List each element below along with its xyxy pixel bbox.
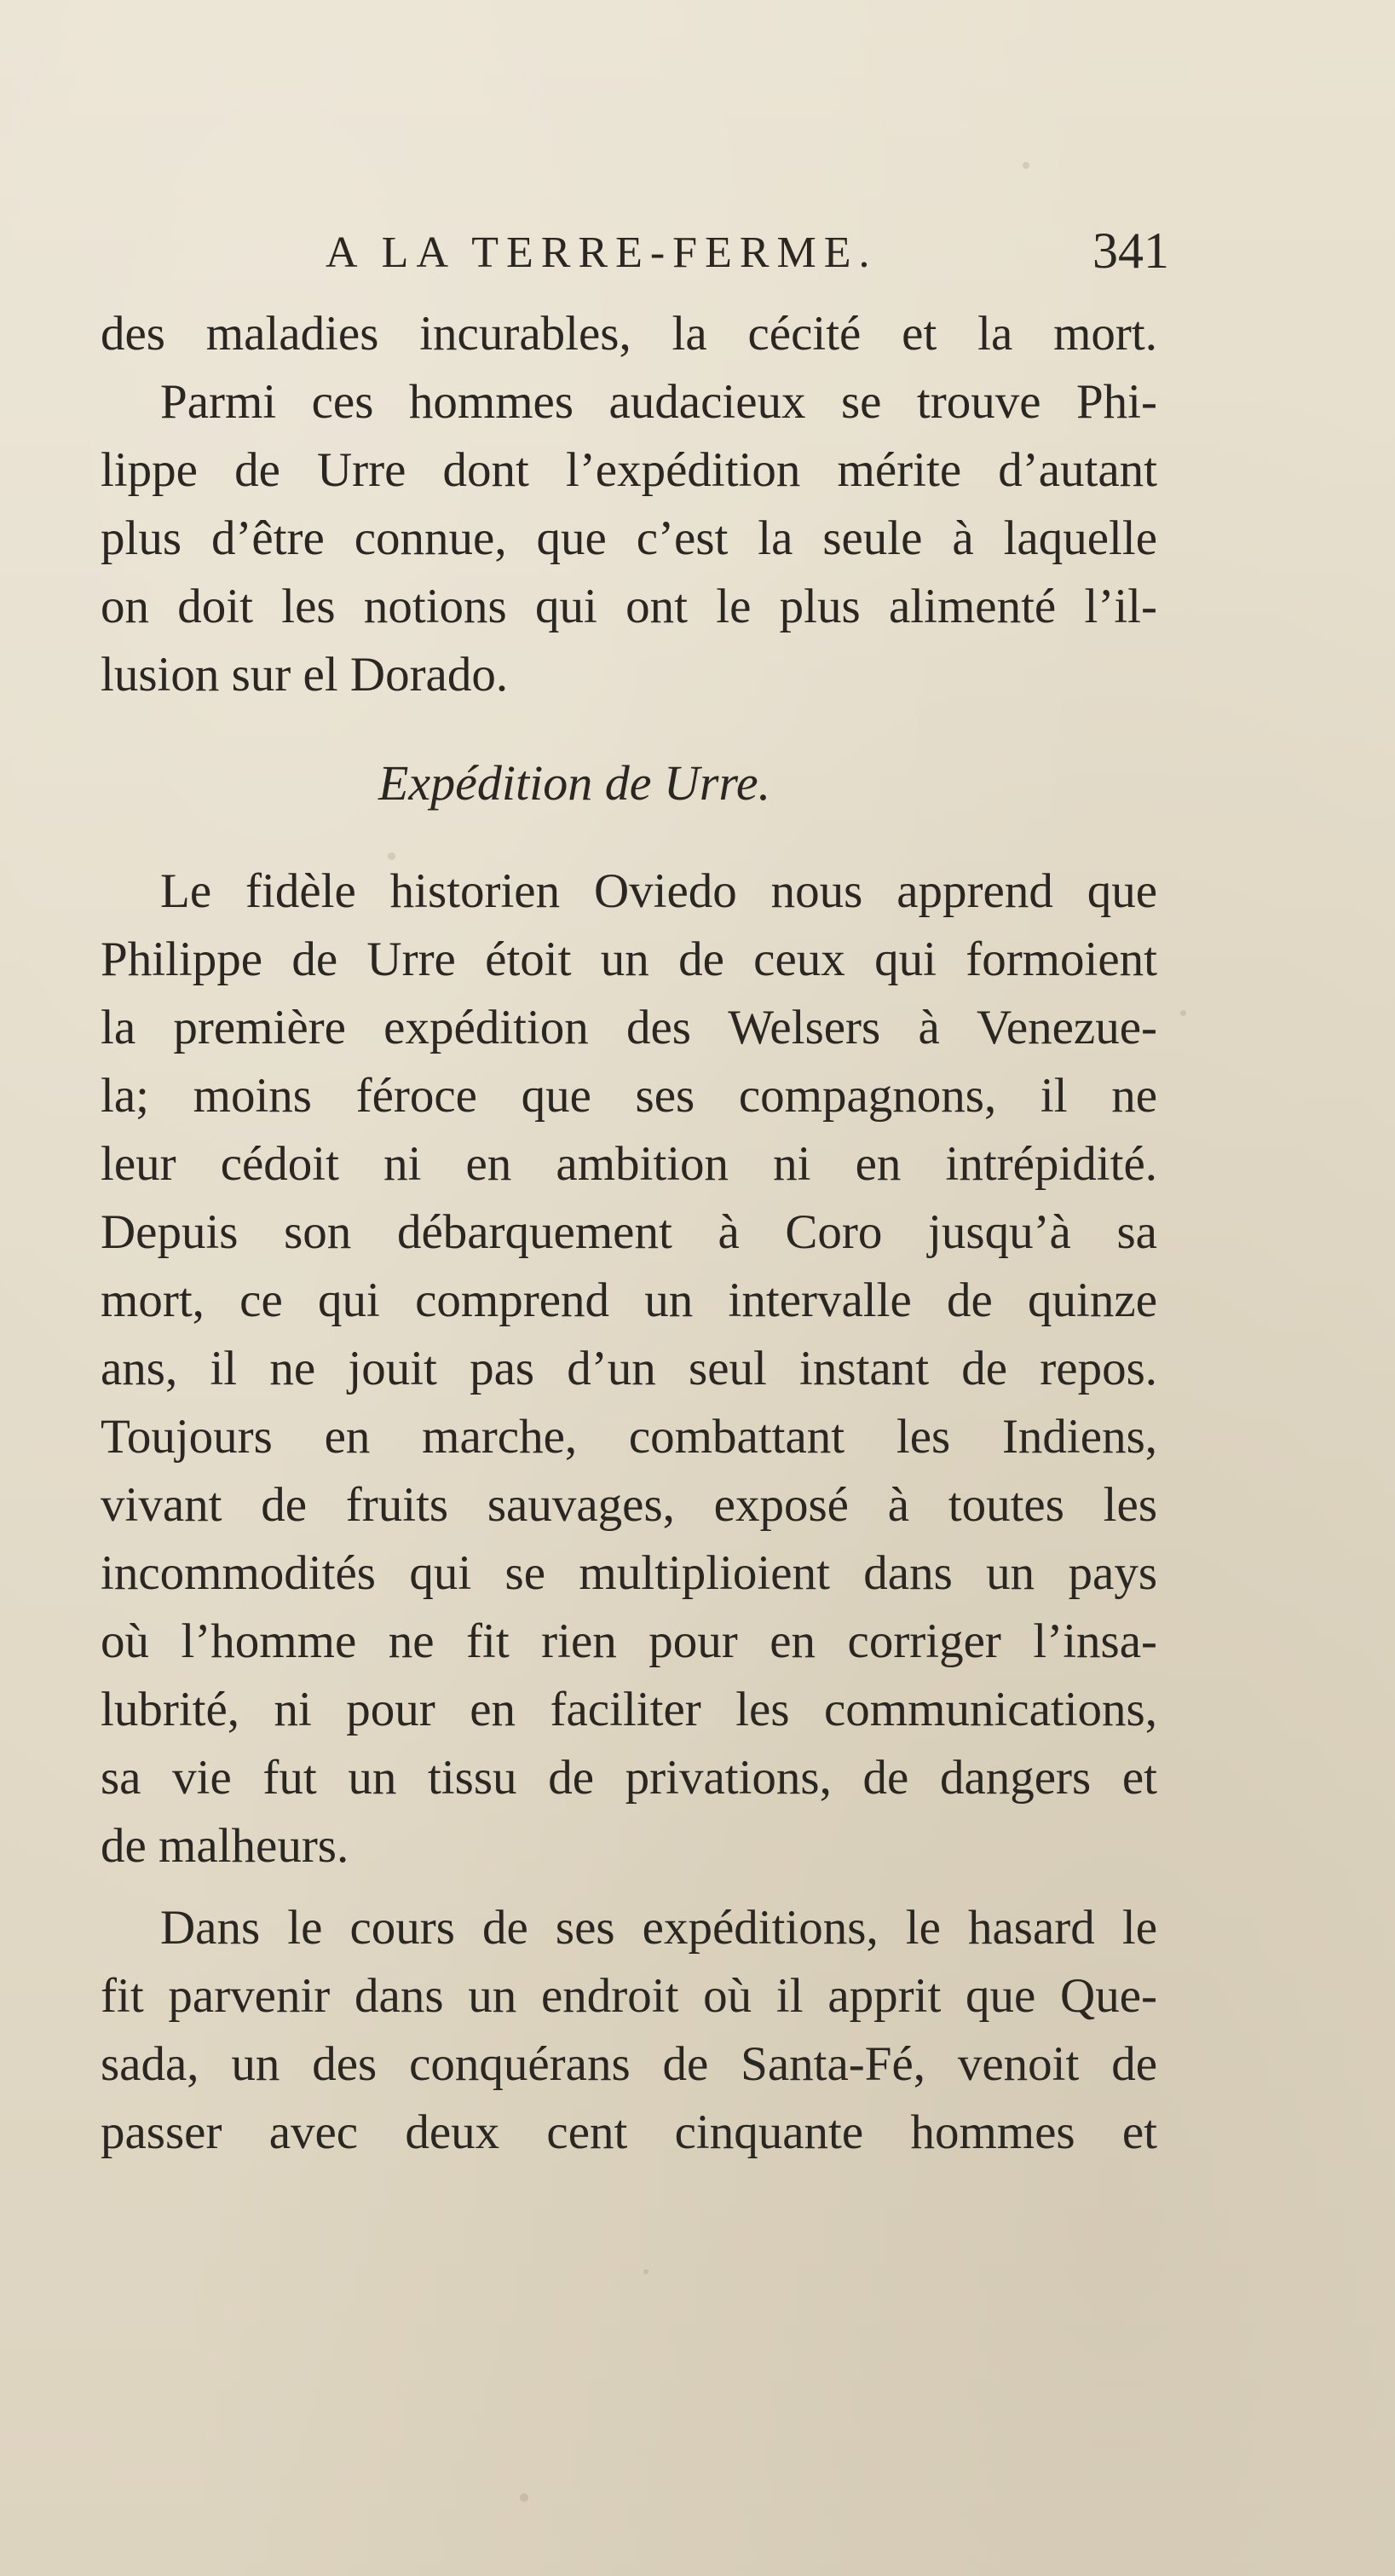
page-number: 341 bbox=[1092, 222, 1169, 279]
page-header bbox=[326, 223, 1178, 283]
text-line: Philippe de Urre étoit un de ceux qui formoient bbox=[101, 933, 1157, 986]
paper-spot bbox=[1180, 1010, 1186, 1016]
text-line: sada, un des conquérans de Santa-Fé, venoit de bbox=[101, 2037, 1157, 2091]
text-line: mort, ce qui comprend un intervalle de quinze bbox=[101, 1274, 1157, 1327]
text-line: lippe de Urre dont l’expédition mérite d’autant bbox=[101, 443, 1157, 497]
text-line: ans, il ne jouit pas d’un seul instant de repos. bbox=[101, 1342, 1157, 1395]
running-head: A LA TERRE-FERME. bbox=[326, 228, 878, 277]
text-line: Depuis son débarquement à Coro jusqu’à sa bbox=[101, 1205, 1157, 1259]
text-line: leur cédoit ni en ambition ni en intrépidité. bbox=[101, 1137, 1157, 1191]
text-line: plus d’être connue, que c’est la seule à laquelle bbox=[101, 511, 1157, 565]
text-line: fit parvenir dans un endroit où il apprit que Que- bbox=[101, 1969, 1157, 2023]
page-text bbox=[101, 300, 1157, 2167]
text-line: on doit les notions qui ont le plus alimenté l’il- bbox=[101, 580, 1157, 633]
paper-spot bbox=[1023, 162, 1029, 169]
text-line: sa vie fut un tissu de privations, de dangers et bbox=[101, 1751, 1157, 1805]
text-line: lubrité, ni pour en faciliter les communications, bbox=[101, 1683, 1157, 1736]
text-line: Dans le cours de ses expéditions, le hasard le bbox=[160, 1901, 1157, 1955]
text-line: Toujours en marche, combattant les Indiens, bbox=[101, 1410, 1157, 1464]
paper-spot bbox=[643, 2269, 649, 2274]
text-line: la première expédition des Welsers à Venezue- bbox=[101, 1001, 1157, 1054]
paper-spot bbox=[520, 2493, 528, 2502]
text-line: des maladies incurables, la cécité et la mort. bbox=[101, 307, 1157, 361]
text-line: de malheurs. bbox=[101, 1819, 349, 1873]
text-line: la; moins féroce que ses compagnons, il ne bbox=[101, 1069, 1157, 1123]
section-heading: Expédition de Urre. bbox=[378, 755, 771, 811]
text-line: Le fidèle historien Oviedo nous apprend que bbox=[160, 864, 1157, 918]
paragraph-gap bbox=[101, 1880, 1157, 1894]
text-line: vivant de fruits sauvages, exposé à toutes les bbox=[101, 1478, 1157, 1532]
text-line: passer avec deux cent cinquante hommes et bbox=[101, 2105, 1157, 2159]
text-line: où l’homme ne fit rien pour en corriger l’insa- bbox=[101, 1614, 1157, 1668]
text-line: lusion sur el Dorado. bbox=[101, 648, 509, 702]
text-line: Parmi ces hommes audacieux se trouve Phi- bbox=[160, 375, 1157, 429]
text-line: incommodités qui se multiplioient dans un pays bbox=[101, 1546, 1157, 1600]
